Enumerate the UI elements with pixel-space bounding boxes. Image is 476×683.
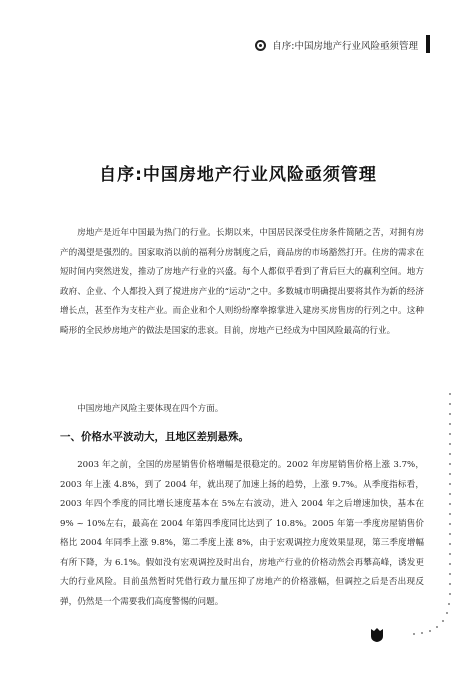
- header-rule-bar: [426, 35, 430, 53]
- section-1-body-block: [60, 456, 424, 612]
- decorative-dotted-arc: [398, 390, 458, 640]
- intro-paragraph-block: [60, 224, 424, 341]
- section-heading-1: 一、价格水平波动大，且地区差别悬殊。: [60, 431, 249, 443]
- running-header: [255, 38, 418, 52]
- section-1-paragraph: 2003 年之前，全国的房屋销售价格增幅是很稳定的。2002 年房屋销售价格上涨 3.7%，2003 年上涨 4.8%，到了 2004 年，就出现了加速上扬的趋势，上涨 9.7%。从季度指标看，2003 年四个季度的同比增长速度基本在 5%左右波动，进入 2004 年之后增速加快，基本在 9% ~ 10%左右，最高在 2004 年第四季度同比达到了 10.8%。2005 年第一季度房屋销售价格比 2004 年同季上涨 9.8%，第二季度上涨 8%，由于宏观调控力度效果显现，第三季度增幅有所下降，为 6.1%。假如没有宏观调控及时出台，房地产行业的价格动然会再攀高峰，诱发更大的行业风险。目前虽然暂时凭借行政力量压抑了房地产的价格涨幅，但调控之后是否出现反弹，仍然是一个需要我们高度警惕的问题。: [60, 460, 424, 607]
- running-header-title: 自序:中国房地产行业风险亟须管理: [272, 41, 418, 52]
- summary-paragraph: 中国房地产风险主要体现在四个方面。: [77, 404, 224, 414]
- bullet-icon: [255, 40, 266, 51]
- intro-paragraph: 房地产是近年中国最为热门的行业。长期以来，中国居民深受住房条件简陋之苦，对拥有房产的渴望是强烈的。国家取消以前的福利分房制度之后，商品房的市场豁然打开。住房的需求在短时间内突然迸发，推动了房地产行业的兴盛。每个人都似乎看到了背后巨大的赢利空间。地方政府、企业、个人都投入到了搅进房产业的“运动”之中。多数城市明确提出要将其作为新的经济增长点，甚至作为支柱产业。而企业和个人则纷纷摩拳擦掌进入建房买房售房的行列之中。这种畸形的全民炒房地产的做法是国家的悲哀。目前，房地产已经成为中国风险最高的行业。: [60, 228, 424, 336]
- shield-badge-icon: [370, 627, 384, 643]
- summary-paragraph-block: [60, 400, 424, 420]
- chapter-title: 自序:中国房地产行业风险亟须管理: [99, 165, 377, 185]
